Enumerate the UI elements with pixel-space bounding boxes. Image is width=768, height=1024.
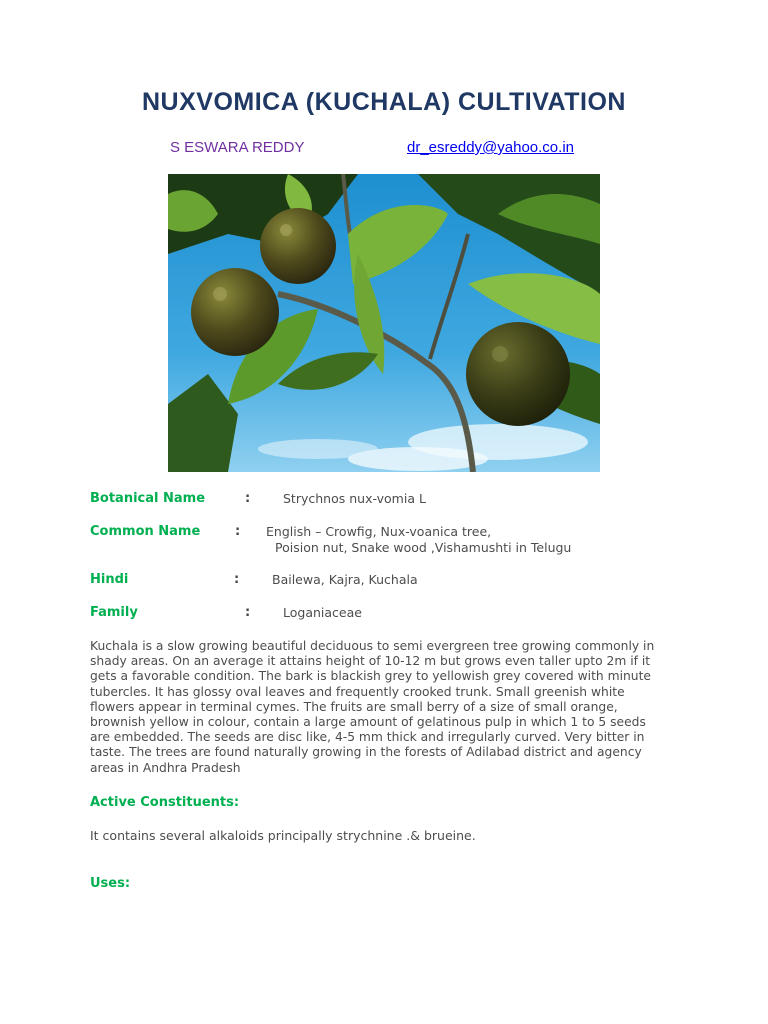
common-name-value-line2: Poision nut, Snake wood ,Vishamushti in Telugu: [275, 540, 572, 555]
hindi-label: Hindi: [90, 572, 129, 587]
description-line: are embedded. The seeds are disc like, 4-5 mm thick and irregularly curved. Very bitter in: [90, 730, 645, 745]
botanical-name-label: Botanical Name: [90, 491, 206, 506]
hindi-colon: :: [234, 572, 240, 587]
description-line: flowers appear in terminal cymes. The fruits are small berry of a size of small orange,: [90, 699, 618, 714]
author-name: S ESWARA REDDY: [170, 139, 305, 156]
botanical-name-value: Strychnos nux-vomia L: [283, 491, 426, 506]
nuxvomica-fruit-tree-photo: [168, 174, 600, 472]
common-name-label: Common Name: [90, 524, 201, 539]
description-line: gets a favorable condition. The bark is blackish grey to yellowish grey covered with minute: [90, 669, 651, 684]
description-line: brownish yellow in colour, contain a large amount of gelatinous pulp in which 1 to 5 seeds: [90, 715, 646, 730]
page-title: NUXVOMICA (KUCHALA) CULTIVATION: [142, 88, 626, 116]
uses-heading: Uses:: [90, 876, 131, 891]
author-email-link[interactable]: dr_esreddy@yahoo.co.in: [407, 139, 574, 156]
common-name-colon: :: [235, 524, 241, 539]
active-constituents-heading: Active Constituents:: [90, 795, 240, 810]
description-paragraph: [90, 639, 680, 776]
description-line: taste. The trees are found naturally growing in the forests of Adilabad district and agency: [90, 745, 642, 760]
family-colon: :: [245, 605, 251, 620]
description-line: shady areas. On an average it attains height of 10-12 m but grows even taller upto 2m if it: [90, 654, 651, 669]
family-label: Family: [90, 605, 138, 620]
hindi-value: Bailewa, Kajra, Kuchala: [272, 572, 418, 587]
common-name-value-line1: English – Crowfig, Nux-voanica tree,: [266, 524, 492, 539]
description-line: Kuchala is a slow growing beautiful deciduous to semi evergreen tree growing commonly in: [90, 639, 655, 653]
family-value: Loganiaceae: [283, 605, 362, 620]
description-line: areas in Andhra Pradesh: [90, 760, 241, 775]
botanical-name-colon: :: [245, 491, 251, 506]
description-line: tubercles. It has glossy oval leaves and frequently crooked trunk. Small greenish white: [90, 684, 625, 699]
active-constituents-text: It contains several alkaloids principally strychnine .& brueine.: [90, 828, 476, 843]
